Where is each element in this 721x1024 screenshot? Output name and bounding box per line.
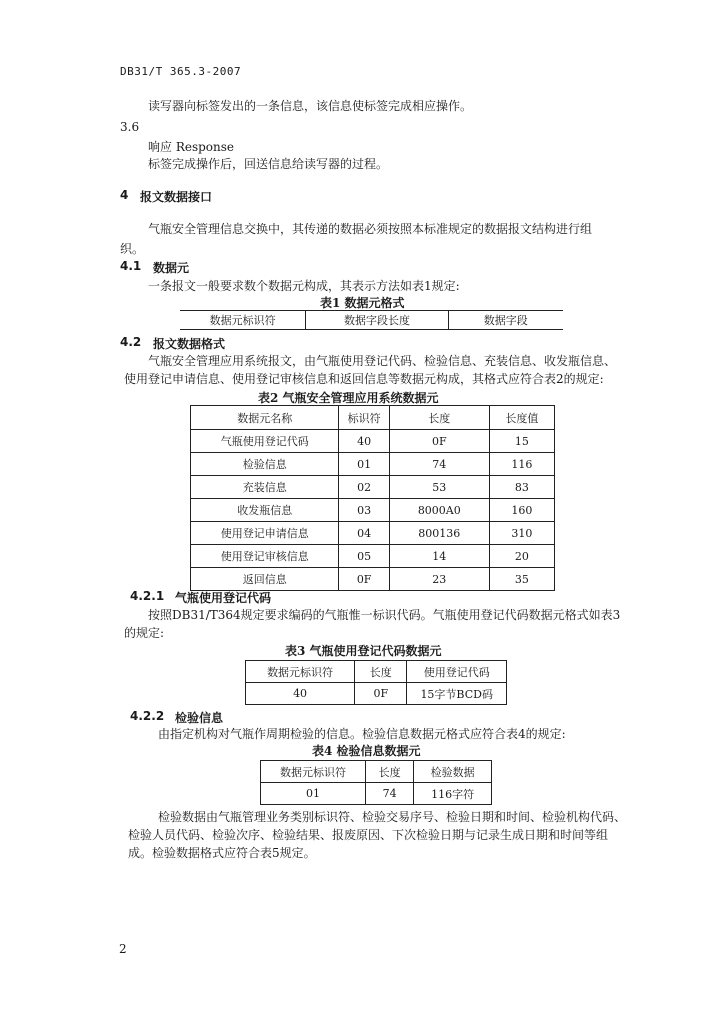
table-cell: 05 — [339, 545, 389, 568]
table-cell: 气瓶使用登记代码 — [191, 430, 339, 453]
table-row — [246, 683, 507, 705]
table-cell: 35 — [489, 568, 554, 591]
table-header-cell: 使用登记代码 — [407, 661, 507, 683]
section-title: 报文数据格式 — [153, 337, 226, 351]
section-number: 4.2.1 — [130, 589, 165, 603]
table-cell: 800136 — [389, 522, 489, 545]
table-cell: 40 — [339, 430, 389, 453]
paragraph-line: 成。检验数据格式应符合表5规定。 — [128, 846, 316, 860]
section-number: 4.1 — [120, 259, 142, 273]
table-header-cell: 长度 — [365, 761, 413, 783]
table-header-cell: 长度 — [355, 661, 407, 683]
table-cell: 40 — [246, 683, 355, 705]
table-header-cell: 数据元标识符 — [261, 761, 366, 783]
section-number: 4 — [120, 188, 129, 202]
table-row — [191, 522, 555, 545]
inspection-info-table — [260, 760, 492, 805]
table-cell: 23 — [389, 568, 489, 591]
table-cell: 0F — [339, 568, 389, 591]
table-cell: 15字节BCD码 — [407, 683, 507, 705]
table-cell: 使用登记审核信息 — [191, 545, 339, 568]
paragraph-line: 使用登记申请信息、使用登记审核信息和返回信息等数据元构成，其格式应符合表2的规定: — [124, 372, 604, 386]
table-row — [191, 430, 555, 453]
table-header-cell: 数据元名称 — [191, 406, 339, 430]
section-title: 数据元 — [153, 261, 190, 275]
table-header-cell: 数据字段长度 — [306, 311, 448, 330]
paragraph-line: 织。 — [120, 242, 145, 256]
table-row — [191, 476, 555, 499]
table-header-cell: 检验数据 — [414, 761, 492, 783]
table-cell: 53 — [389, 476, 489, 499]
table-cell: 0F — [355, 683, 407, 705]
table-cell: 04 — [339, 522, 389, 545]
paragraph-line: 的规定: — [124, 626, 165, 640]
table-cell: 310 — [489, 522, 554, 545]
table-cell: 01 — [339, 453, 389, 476]
table-cell: 返回信息 — [191, 568, 339, 591]
table-cell: 03 — [339, 499, 389, 522]
section-number: 4.2.2 — [130, 709, 165, 723]
standard-code: DB31/T 365.3-2007 — [120, 65, 242, 78]
paragraph-line: 读写器向标签发出的一条信息，该信息使标签完成相应操作。 — [148, 99, 473, 113]
table-header-cell: 数据元标识符 — [246, 661, 355, 683]
table-caption: 表4 检验信息数据元 — [312, 744, 421, 758]
section-title: 检验信息 — [175, 711, 224, 725]
section-title: 气瓶使用登记代码 — [175, 591, 272, 605]
table-cell: 0F — [389, 430, 489, 453]
table-cell: 使用登记申请信息 — [191, 522, 339, 545]
section-number: 4.2 — [120, 335, 142, 349]
system-data-elements-table — [190, 405, 555, 591]
paragraph-line: 检验数据由气瓶管理业务类别标识符、检验交易序号、检验日期和时间、检验机构代码、 — [158, 810, 627, 824]
section-number: 3.6 — [120, 120, 140, 134]
table-header-cell: 长度 — [389, 406, 489, 430]
table-cell: 01 — [261, 783, 366, 805]
table-header-cell: 长度值 — [489, 406, 554, 430]
table-cell: 15 — [489, 430, 554, 453]
table-cell: 74 — [389, 453, 489, 476]
term-title: 响应 Response — [148, 140, 235, 154]
table-cell: 116 — [489, 453, 554, 476]
table-cell: 检验信息 — [191, 453, 339, 476]
table-caption: 表2 气瓶安全管理应用系统数据元 — [258, 391, 439, 405]
table-caption: 表1 数据元格式 — [320, 296, 405, 310]
paragraph-line: 气瓶安全管理应用系统报文，由气瓶使用登记代码、检验信息、充装信息、收发瓶信息、 — [148, 354, 617, 368]
registration-code-table — [245, 660, 507, 705]
table-cell: 收发瓶信息 — [191, 499, 339, 522]
table-cell: 74 — [365, 783, 413, 805]
table-row — [191, 568, 555, 591]
table-caption: 表3 气瓶使用登记代码数据元 — [285, 644, 442, 658]
table-row — [261, 783, 492, 805]
paragraph-line: 由指定机构对气瓶作周期检验的信息。检验信息数据元格式应符合表4的规定: — [158, 727, 566, 741]
table-row — [191, 545, 555, 568]
table-cell: 116字符 — [414, 783, 492, 805]
table-cell: 02 — [339, 476, 389, 499]
data-element-format-table — [180, 310, 563, 330]
table-row — [191, 499, 555, 522]
table-cell: 充装信息 — [191, 476, 339, 499]
table-cell: 160 — [489, 499, 554, 522]
section-title: 报文数据接口 — [140, 190, 213, 204]
table-cell: 20 — [489, 545, 554, 568]
table-header-cell: 数据元标识符 — [180, 311, 306, 330]
page-number: 2 — [119, 942, 127, 956]
table-cell: 83 — [489, 476, 554, 499]
table-cell: 14 — [389, 545, 489, 568]
paragraph-line: 检验人员代码、检验次序、检验结果、报废原因、下次检验日期与记录生成日期和时间等组 — [128, 828, 609, 842]
table-header-cell: 数据字段 — [448, 311, 563, 330]
paragraph-line: 一条报文一般要求数个数据元构成，其表示方法如表1规定: — [148, 279, 460, 293]
paragraph-line: 气瓶安全管理信息交换中，其传递的数据必须按照本标准规定的数据报文结构进行组 — [148, 222, 593, 236]
table-cell: 8000A0 — [389, 499, 489, 522]
table-row — [191, 453, 555, 476]
paragraph-line: 按照DB31/T364规定要求编码的气瓶惟一标识代码。气瓶使用登记代码数据元格式如表3 — [148, 608, 621, 622]
table-header-cell: 标识符 — [339, 406, 389, 430]
term-definition: 标签完成操作后，回送信息给读写器的过程。 — [148, 157, 389, 171]
